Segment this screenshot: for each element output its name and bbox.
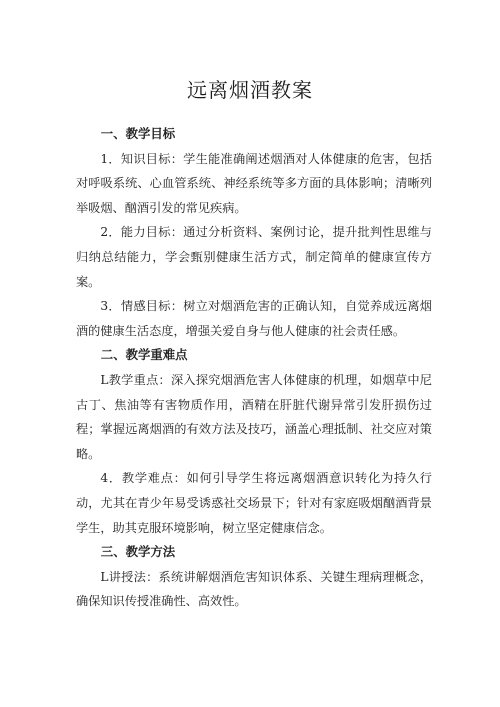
- paragraph-lecture-method: L讲授法：系统讲解烟酒危害知识体系、关键生理病理概念，确保知识传授准确性、高效性。: [76, 569, 432, 609]
- document-title: 远离烟酒教案: [187, 78, 313, 102]
- paragraph-ability-goal: 2．能力目标：通过分析资料、案例讨论，提升批判性思维与归纳总结能力，学会甄别健康生活方式，制定简单的健康宣传方案。: [76, 225, 432, 289]
- paragraph-teaching-difficulty: 4．教学难点：如何引导学生将远离烟酒意识转化为持久行动，尤其在青少年易受诱惑社交场景下；针对有家庭吸烟酗酒背景学生，助其克服环境影响，树立坚定健康信念。: [76, 471, 432, 535]
- paragraph-teaching-focus: L教学重点：深入探究烟酒危害人体健康的机理，如烟草中尼古丁、焦油等有害物质作用，酒精在肝脏代谢异常引发肝损伤过程；掌握远离烟酒的有效方法及技巧，涵盖心理抵制、社交应对策略。: [76, 372, 432, 461]
- section-heading-objectives: 一、教学目标: [100, 126, 176, 141]
- paragraph-emotion-goal: 3．情感目标：树立对烟酒危害的正确认知，自觉养成远离烟酒的健康生活态度，增强关爱自身与他人健康的社会责任感。: [76, 299, 432, 338]
- document-body: [76, 122, 432, 614]
- paragraph-knowledge-goal: 1．知识目标：学生能准确阐述烟酒对人体健康的危害，包括对呼吸系统、心血管系统、神经系统等多方面的具体影响；清晰列举吸烟、酗酒引发的常见疾病。: [76, 151, 432, 215]
- section-heading-methods: 三、教学方法: [100, 544, 176, 560]
- section-heading-key-points: 二、教学重难点: [100, 347, 188, 363]
